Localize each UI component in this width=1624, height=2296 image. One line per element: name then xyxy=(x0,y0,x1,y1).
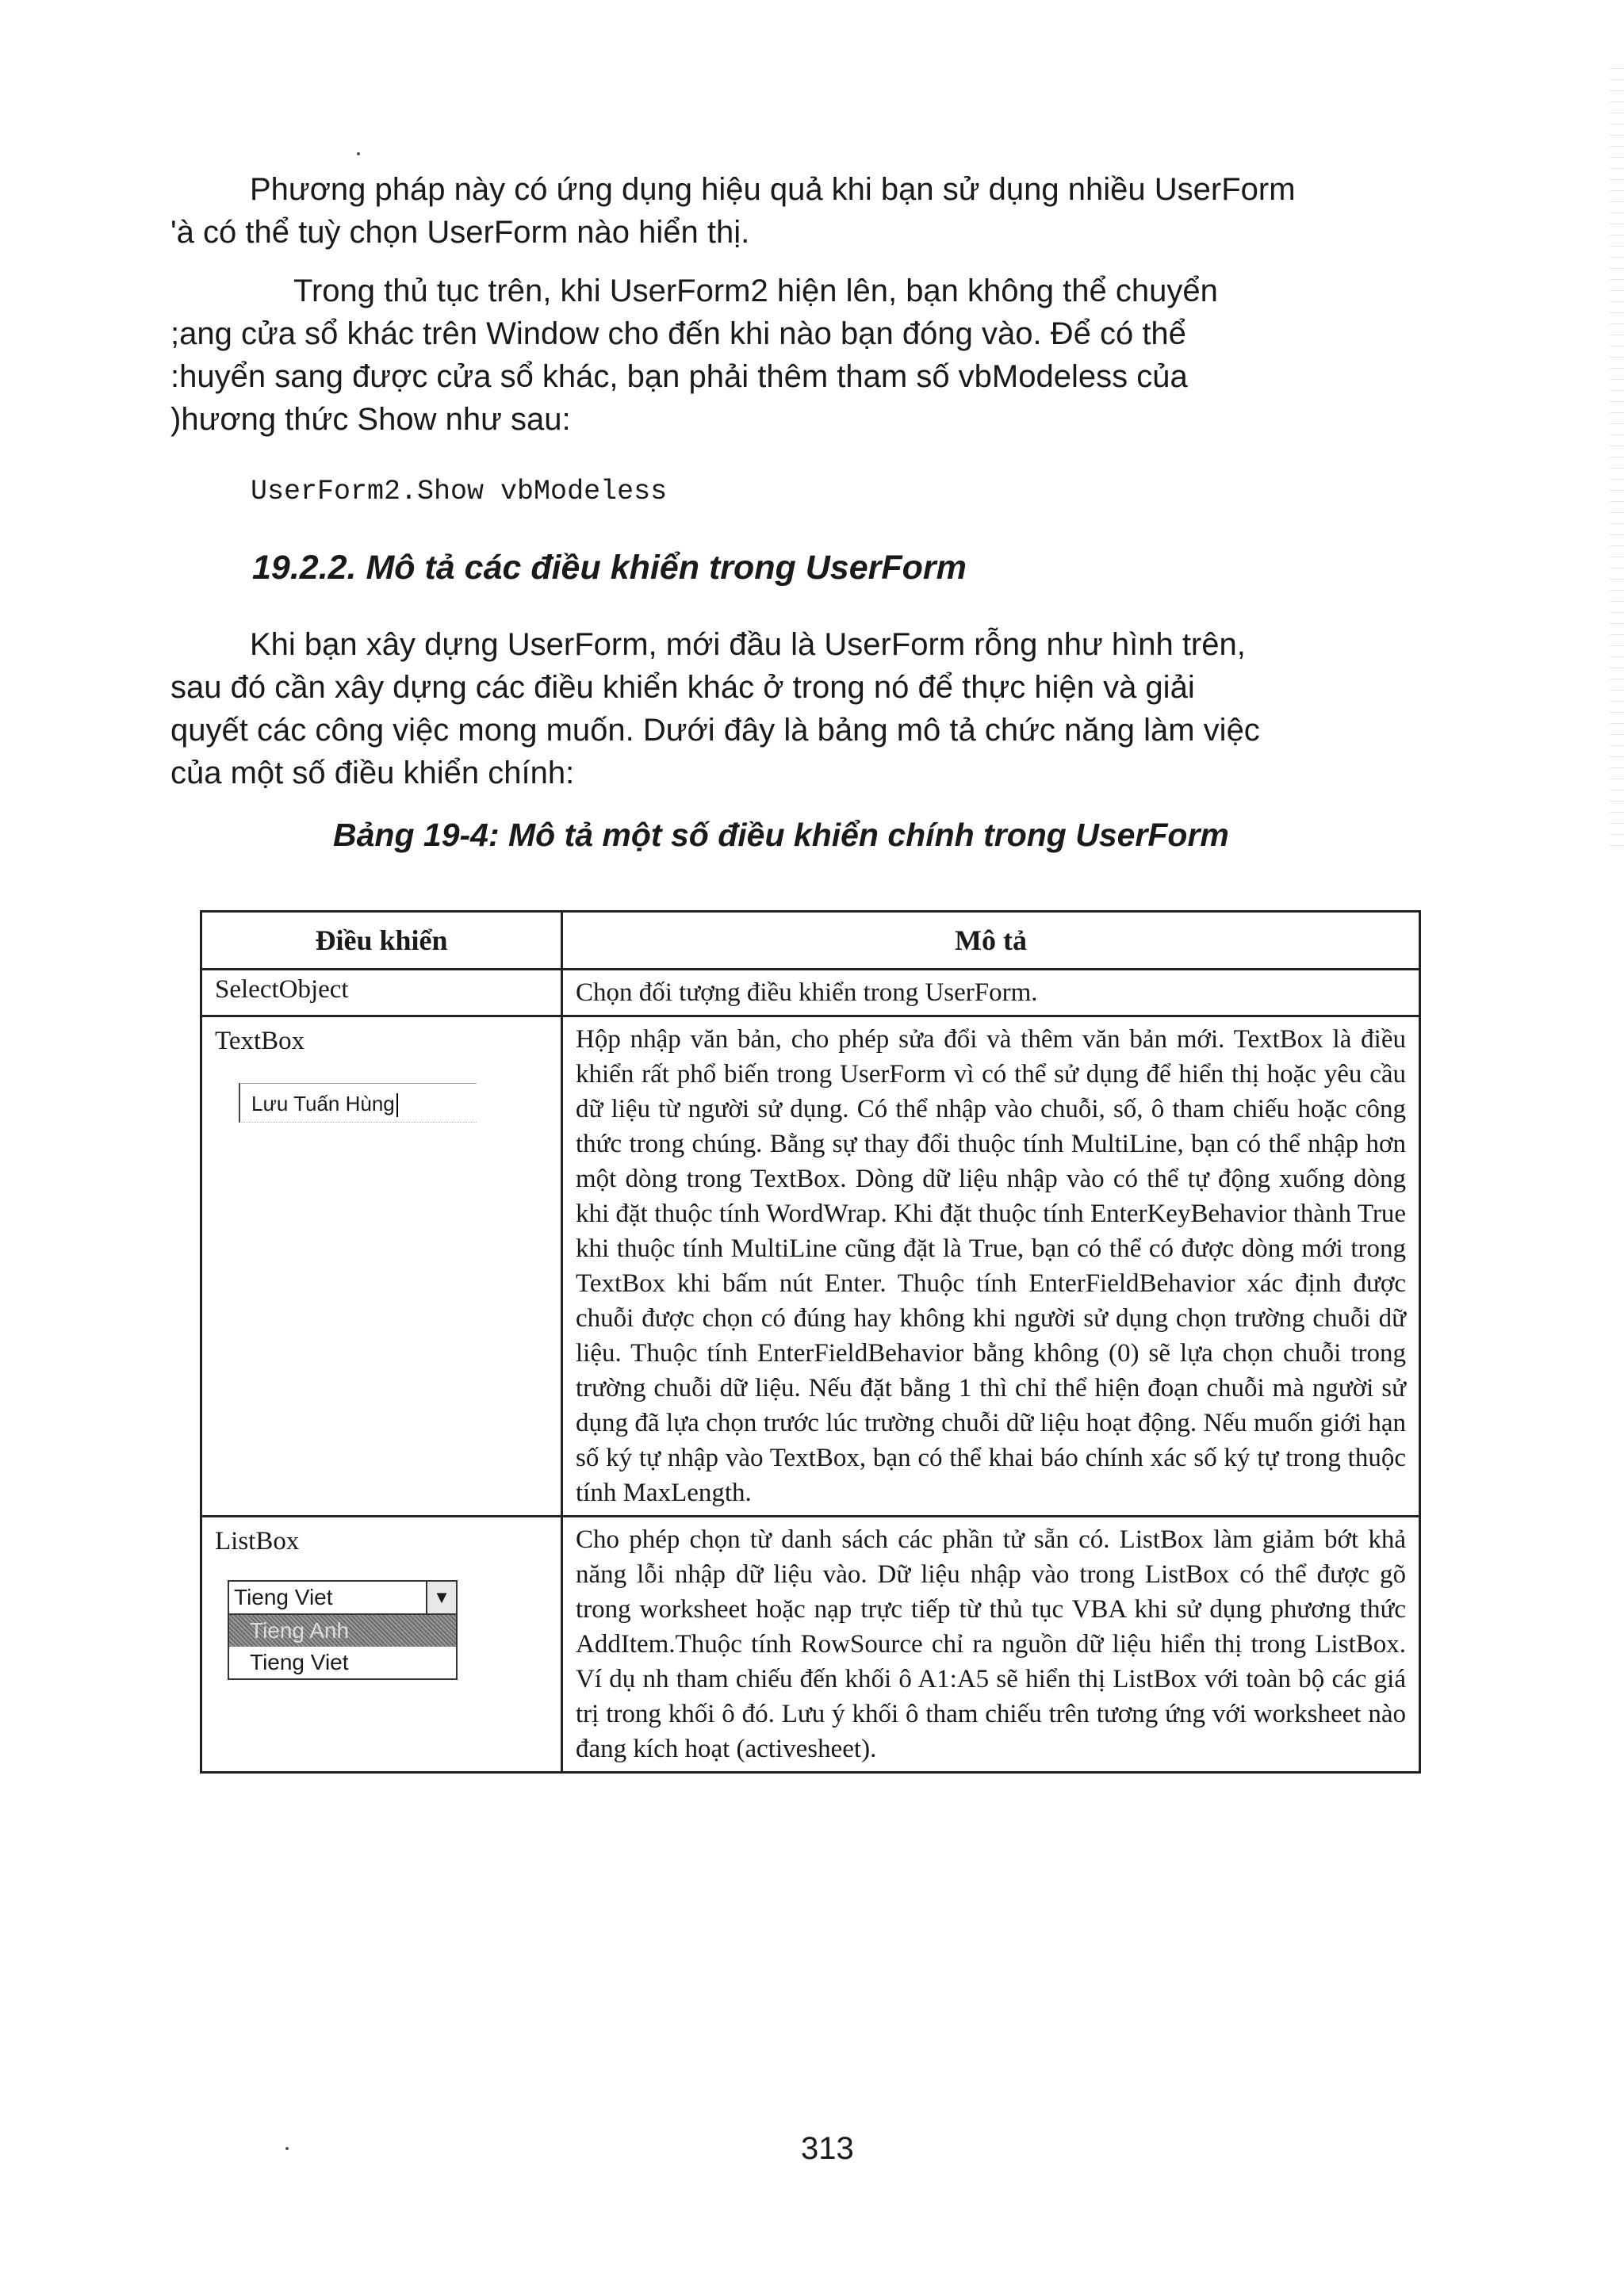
text-cursor xyxy=(396,1093,398,1117)
paragraph-line: Phương pháp này có ứng dụng hiệu quả khi bạn sử dụng nhiều UserForm xyxy=(250,172,1296,207)
paragraph-1 xyxy=(170,168,1423,254)
control-description: Chọn đối tượng điều khiển trong UserForm. xyxy=(562,970,1420,1016)
table-row xyxy=(201,1517,1420,1773)
paragraph-line: 'à có thể tuỳ chọn UserForm nào hiển thị. xyxy=(170,215,750,250)
scan-speck xyxy=(357,152,360,155)
textbox-sample-value: Lưu Tuấn Hùng xyxy=(251,1092,395,1115)
paragraph-line: )hương thức Show như sau: xyxy=(170,402,571,437)
paragraph-line: Trong thủ tục trên, khi UserForm2 hiện lên, bạn không thể chuyển xyxy=(293,274,1218,308)
control-name: ListBox xyxy=(215,1527,300,1556)
paragraph-line: :huyển sang được cửa sổ khác, bạn phải thêm tham số vbModeless của xyxy=(170,359,1188,394)
table-header-description: Mô tả xyxy=(562,912,1420,970)
section-heading: 19.2.2. Mô tả các điều khiển trong UserForm xyxy=(252,549,967,587)
textbox-sample xyxy=(239,1083,477,1123)
control-cell-textbox xyxy=(201,1016,562,1517)
table-row xyxy=(201,970,1420,1016)
scan-speck xyxy=(285,2147,289,2150)
listbox-sample xyxy=(228,1580,458,1680)
paragraph-line: ;ang cửa sổ khác trên Window cho đến khi nào bạn đóng vào. Để có thể xyxy=(170,316,1186,351)
listbox-item: Tieng Viet xyxy=(250,1650,349,1674)
table-row xyxy=(201,1016,1420,1517)
page-number: 313 xyxy=(801,2131,854,2166)
paragraph-3 xyxy=(170,623,1423,794)
code-line: UserForm2.Show vbModeless xyxy=(251,476,668,507)
table-caption: Bảng 19-4: Mô tả một số điều khiển chính trong UserForm xyxy=(333,817,1229,853)
listbox-dropdown xyxy=(228,1615,458,1680)
controls-table xyxy=(200,910,1421,1774)
paragraph-line: sau đó cần xây dựng các điều khiển khác ở trong nó để thực hiện và giải xyxy=(170,670,1195,705)
table-header-control: Điều khiển xyxy=(201,912,562,970)
paragraph-2 xyxy=(170,270,1423,441)
table-header-row xyxy=(201,912,1420,970)
control-cell-listbox xyxy=(201,1517,562,1773)
paragraph-line: quyết các công việc mong muốn. Dưới đây là bảng mô tả chức năng làm việc xyxy=(170,713,1260,748)
listbox-combo-value: Tieng Viet xyxy=(234,1585,333,1609)
paragraph-line: của một số điều khiển chính: xyxy=(170,756,575,790)
scan-edge-noise xyxy=(1610,63,1624,856)
dropdown-arrow-icon: ▼ xyxy=(426,1582,456,1613)
listbox-item-selected: Tieng Anh xyxy=(229,1615,456,1647)
listbox-combo xyxy=(228,1580,458,1615)
control-name: TextBox xyxy=(215,1027,305,1055)
control-name: SelectObject xyxy=(201,970,562,1016)
paragraph-line: Khi bạn xây dựng UserForm, mới đầu là UserForm rỗng như hình trên, xyxy=(250,627,1246,662)
control-description: Cho phép chọn từ danh sách các phần tử sẵn có. ListBox làm giảm bớt khả năng lỗi nhập dữ liệu vào. Dữ liệu nhập vào trong ListBox có thể được gõ trong worksheet hoặc nạp trực tiếp từ thủ tục VBA khi sử dụng phương thức AddItem.Thuộc tính RowSource chỉ ra nguồn dữ liệu hiển thị trong ListBox. Ví dụ nh tham chiếu đến khối ô A1:A5 sẽ hiển thị ListBox với toàn bộ các giá trị trong khối ô đó. Lưu ý khối ô tham chiếu trên tương ứng với worksheet nào đang kích hoạt (activesheet). xyxy=(562,1517,1420,1773)
control-description: Hộp nhập văn bản, cho phép sửa đổi và thêm văn bản mới. TextBox là điều khiển rất phổ biến trong UserForm vì có thể sử dụng để hiển thị hoặc yêu cầu dữ liệu từ người sử dụng. Có thể nhập vào chuỗi, số, ô tham chiếu hoặc công thức trong chúng. Bằng sự thay đổi thuộc tính MultiLine, bạn có thể nhập hơn một dòng trong TextBox. Dòng dữ liệu nhập vào có thể tự động xuống dòng khi đặt thuộc tính WordWrap. Khi đặt thuộc tính EnterKeyBehavior thành True khi thuộc tính MultiLine cũng đặt là True, bạn có thể có được dòng mới trong TextBox khi bấm nút Enter. Thuộc tính EnterFieldBehavior xác định được chuỗi được chọn có đúng hay không khi người sử dụng chọn trường chuỗi dữ liệu. Thuộc tính EnterFieldBehavior bằng không (0) sẽ lựa chọn chuỗi trong trường chuỗi dữ liệu. Nếu đặt bằng 1 thì chỉ thể hiện đoạn chuỗi mà người sử dụng đã lựa chọn trước lúc trường chuỗi dữ liệu hoạt động. Nếu muốn giới hạn số ký tự nhập vào TextBox, bạn có thể khai báo chính xác số ký tự trong thuộc tính MaxLength. xyxy=(562,1016,1420,1517)
